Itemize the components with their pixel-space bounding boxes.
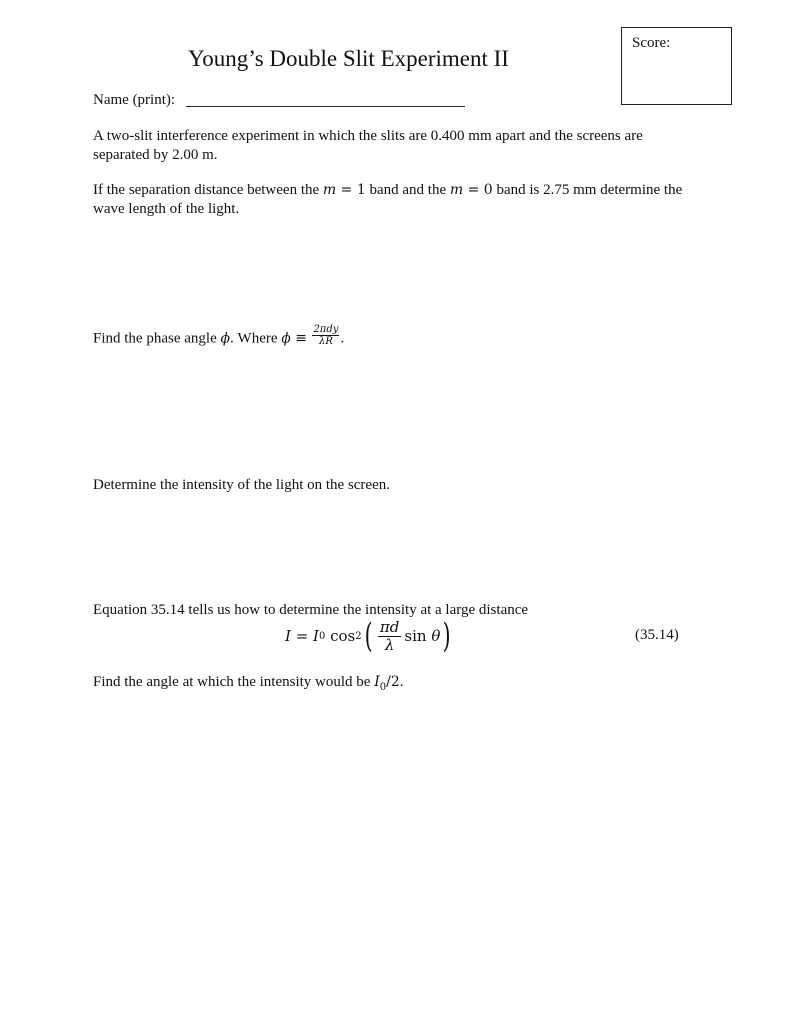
name-input-line[interactable] xyxy=(186,106,465,107)
eq-cos: cos xyxy=(325,627,356,645)
phase-fraction-denominator: λR xyxy=(319,336,333,347)
q1-eq-2: = 0 xyxy=(463,182,493,198)
phase-fraction xyxy=(312,324,339,348)
question-wavelength xyxy=(93,181,713,219)
intro-line-1: A two-slit interference experiment in which the slits are 0.400 mm apart and the screens are xyxy=(93,128,643,144)
eq-i0-sub: 0 xyxy=(318,630,326,642)
q2-equiv: ≡ xyxy=(290,330,312,347)
eq-equals: = xyxy=(290,627,314,645)
q4-over-two: /2 xyxy=(386,674,400,690)
q2-phi: ϕ xyxy=(220,330,231,347)
intro-line-2: separated by 2.00 m. xyxy=(93,147,218,163)
eq-theta: θ xyxy=(431,627,441,645)
q4-i: I xyxy=(374,674,380,690)
equation-intro: Equation 35.14 tells us how to determine the intensity at a large distance xyxy=(93,602,529,618)
page-title: Young’s Double Slit Experiment II xyxy=(188,46,509,71)
q2-period: . xyxy=(340,330,345,347)
eq-lhs: I xyxy=(285,627,291,645)
equation-35-14 xyxy=(285,616,454,656)
eq-fraction-numerator: πd xyxy=(379,617,400,636)
eq-close-paren: ) xyxy=(442,616,451,656)
score-label: Score: xyxy=(632,35,671,51)
q1-text-1: If the separation distance between the xyxy=(93,182,323,198)
q1-text-2: band and the xyxy=(365,182,450,198)
q4-i-sub: 0 xyxy=(379,682,387,693)
q1-var-m1: m xyxy=(322,182,337,198)
q1-eq-1: = 1 xyxy=(336,182,366,198)
q1-line-2: wave length of the light. xyxy=(93,201,240,217)
intro-paragraph xyxy=(93,127,713,165)
eq-i0: I xyxy=(313,627,319,645)
eq-cos-sup: 2 xyxy=(355,630,362,642)
q1-text-3: band is 2.75 mm determine the xyxy=(492,182,683,198)
eq-fraction-denominator: λ xyxy=(384,635,395,654)
score-box xyxy=(621,27,732,105)
q2-phi-2: ϕ xyxy=(281,330,291,347)
question-intensity: Determine the intensity of the light on the screen. xyxy=(93,477,390,493)
q4-text-1: Find the angle at which the intensity would be xyxy=(93,674,375,690)
question-phase-angle xyxy=(93,324,713,351)
question-half-intensity-angle xyxy=(93,673,713,697)
eq-open-paren: ( xyxy=(364,616,373,656)
phase-fraction-numerator: 2πdy xyxy=(313,324,339,335)
name-label: Name (print): xyxy=(93,92,176,108)
q2-text-2: . Where xyxy=(230,330,282,347)
eq-fraction xyxy=(378,619,401,654)
equation-number: (35.14) xyxy=(635,627,679,643)
q1-var-m2: m xyxy=(449,182,464,198)
eq-sin: sin xyxy=(404,627,432,645)
q2-text-1: Find the phase angle xyxy=(93,330,221,347)
q4-period: . xyxy=(399,674,404,690)
